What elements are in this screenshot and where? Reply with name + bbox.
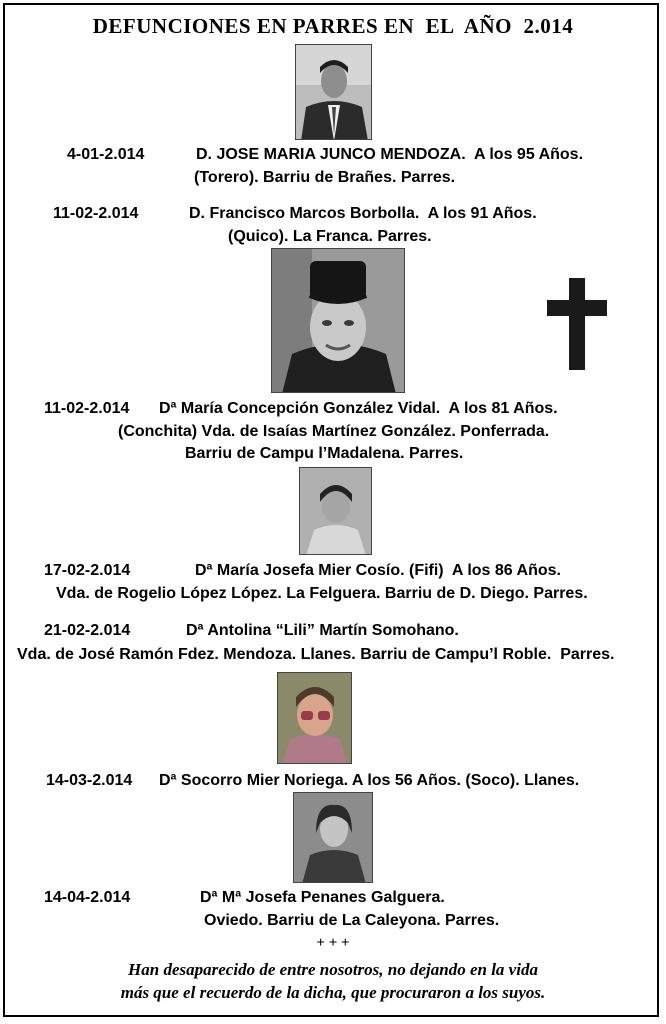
closing-line-1: Han desaparecido de entre nosotros, no dejando en la vida: [128, 960, 538, 979]
entry-5-date: 21-02-2.014: [44, 622, 131, 639]
entry-3-date: 11-02-2.014: [44, 400, 130, 417]
entry-7-details: Oviedo. Barriu de La Caleyona. Parres.: [204, 912, 500, 929]
entry-1-name: D. JOSE MARIA JUNCO MENDOZA. A los 95 Años.: [196, 146, 584, 163]
portrait-photo-jose-maria: [295, 44, 372, 140]
portrait-photo-icon: [278, 673, 352, 764]
entry-4-date: 17-02-2.014: [44, 562, 131, 579]
portrait-photo-maria-josefa: [299, 467, 372, 555]
entry-1-date: 4-01-2.014: [67, 146, 145, 163]
entry-5-details: Vda. de José Ramón Fdez. Mendoza. Llanes. Barriu de Campu’l Roble. Parres.: [17, 646, 615, 663]
entry-2-date: 11-02-2.014: [53, 205, 139, 222]
portrait-photo-icon: [294, 793, 373, 883]
entry-6-name: Dª Socorro Mier Noriega. A los 56 Años. (Soco). Llanes.: [159, 772, 580, 789]
entry-1-details: (Torero). Barriu de Brañes. Parres.: [194, 169, 456, 186]
closing-line-2: más que el recuerdo de la dicha, que procuraron a los suyos.: [120, 983, 546, 1002]
entry-2-name: D. Francisco Marcos Borbolla. A los 91 Años.: [189, 205, 537, 222]
portrait-photo-socorro: [277, 672, 352, 764]
portrait-photo-icon: [296, 45, 372, 140]
entry-3-name: Dª María Concepción González Vidal. A los 81 Años.: [159, 400, 558, 417]
entry-4-name: Dª María Josefa Mier Cosío. (Fifi) A los 86 Años.: [195, 562, 561, 579]
entry-3-address: Barriu de Campu l’Madalena. Parres.: [185, 445, 464, 462]
portrait-photo-icon: [300, 468, 372, 555]
entry-6-date: 14-03-2.014: [46, 772, 133, 789]
entry-7-date: 14-04-2.014: [44, 889, 131, 906]
cross-icon: [545, 276, 609, 372]
portrait-photo-mª-josefa: [293, 792, 373, 883]
page-title: DEFUNCIONES EN PARRES EN EL AÑO 2.014: [92, 14, 574, 38]
entry-5-name: Dª Antolina “Lili” Martín Somohano.: [186, 622, 459, 639]
entry-2-details: (Quico). La Franca. Parres.: [228, 228, 432, 245]
separator-crosses: + + +: [316, 935, 350, 951]
entry-3-details: (Conchita) Vda. de Isaías Martínez González. Ponferrada.: [118, 423, 550, 440]
portrait-photo-icon: [272, 249, 405, 393]
portrait-photo-maria-concepcion: [271, 248, 405, 393]
entry-7-name: Dª Mª Josefa Penanes Galguera.: [200, 889, 445, 906]
entry-4-details: Vda. de Rogelio López López. La Felguera. Barriu de D. Diego. Parres.: [56, 585, 588, 602]
